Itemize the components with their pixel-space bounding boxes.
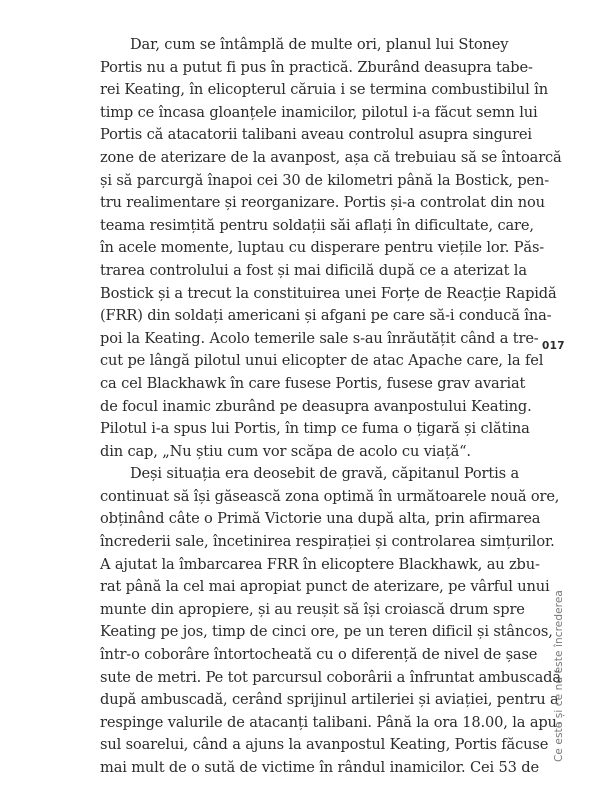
text-line: A ajutat la îmbarcarea FRR în elicoptere Blackhawk, au zbu- <box>100 555 540 573</box>
text-line: sul soarelui, când a ajuns la avanpostul Keating, Portis făcuse <box>100 736 549 754</box>
text-line: Deși situația era deosebit de gravă, căpitanul Portis a <box>130 465 519 483</box>
text-line: și să parcurgă înapoi cei 30 de kilometri până la Bostick, pen- <box>100 171 550 189</box>
text-line: trarea controlului a fost și mai dificilă după ce a aterizat la <box>100 261 527 279</box>
page-number: 017 <box>542 340 565 352</box>
text-line: teama resimțită pentru soldații săi aflați în dificultate, care, <box>100 216 534 234</box>
text-line: poi la Keating. Acolo temerile sale s-au înrăutățit când a tre- <box>100 329 539 347</box>
text-line: Pilotul i-a spus lui Portis, în timp ce fuma o țigară și clătina <box>100 420 530 438</box>
running-title: Ce este și ce nu este încrederea <box>553 590 565 762</box>
text-line: Bostick și a trecut la constituirea unei Forțe de Reacție Rapidă <box>100 284 557 302</box>
text-line: Portis că atacatorii talibani aveau controlul asupra singurei <box>100 126 532 144</box>
text-line: de focul inamic zburând pe deasupra avanpostului Keating. <box>100 397 532 415</box>
text-line: munte din apropiere, și au reușit să își croiască drum spre <box>100 600 525 618</box>
text-line: rei Keating, în elicopterul căruia i se termina combustibilul în <box>100 81 548 99</box>
text-line: respinge valurile de atacanți talibani. Până la ora 18.00, la apu- <box>100 713 562 731</box>
text-line: rat până la cel mai apropiat punct de aterizare, pe vârful unui <box>100 578 550 596</box>
text-line: Portis nu a putut fi pus în practică. Zburând deasupra tabe- <box>100 58 533 76</box>
text-line: obținând câte o Primă Victorie una după alta, prin afirmarea <box>100 510 541 528</box>
text-line: mai mult de o sută de victime în rândul inamicilor. Cei 53 de <box>100 759 539 776</box>
text-line: din cap, „Nu știu cum vor scăpa de acolo cu viață“. <box>100 442 471 460</box>
text-line: zone de aterizare de la avanpost, așa că trebuiau să se întoarcă <box>100 148 562 166</box>
text-line: Keating pe jos, timp de cinci ore, pe un teren dificil și stâncos, <box>100 623 553 641</box>
text-line: ca cel Blackhawk în care fusese Portis, fusese grav avariat <box>100 374 526 392</box>
text-line: tru realimentare și reorganizare. Portis și-a controlat din nou <box>100 194 545 212</box>
text-line: după ambuscadă, cerând sprijinul artileriei și aviației, pentru a <box>100 691 559 709</box>
text-line: timp ce încasa gloanțele inamicilor, pilotul i-a făcut semn lui <box>100 103 538 121</box>
text-line: într-o coborâre întortocheată cu o diferență de nivel de șase <box>100 646 538 664</box>
text-line: continuat să își găsească zona optimă în următoarele nouă ore, <box>100 487 560 505</box>
text-line: cut pe lângă pilotul unui elicopter de atac Apache care, la fel <box>100 352 544 370</box>
text-line: Dar, cum se întâmplă de multe ori, planul lui Stoney <box>130 36 509 53</box>
text-line: încrederii sale, încetinirea respirației și controlarea simțurilor. <box>100 533 555 551</box>
text-line: (FRR) din soldați americani și afgani pe care să-i conducă îna- <box>100 307 552 325</box>
text-line: sute de metri. Pe tot parcursul coborârii a înfruntat ambuscadă <box>100 668 561 686</box>
text-line: în acele momente, luptau cu disperare pentru viețile lor. Păs- <box>100 239 545 257</box>
